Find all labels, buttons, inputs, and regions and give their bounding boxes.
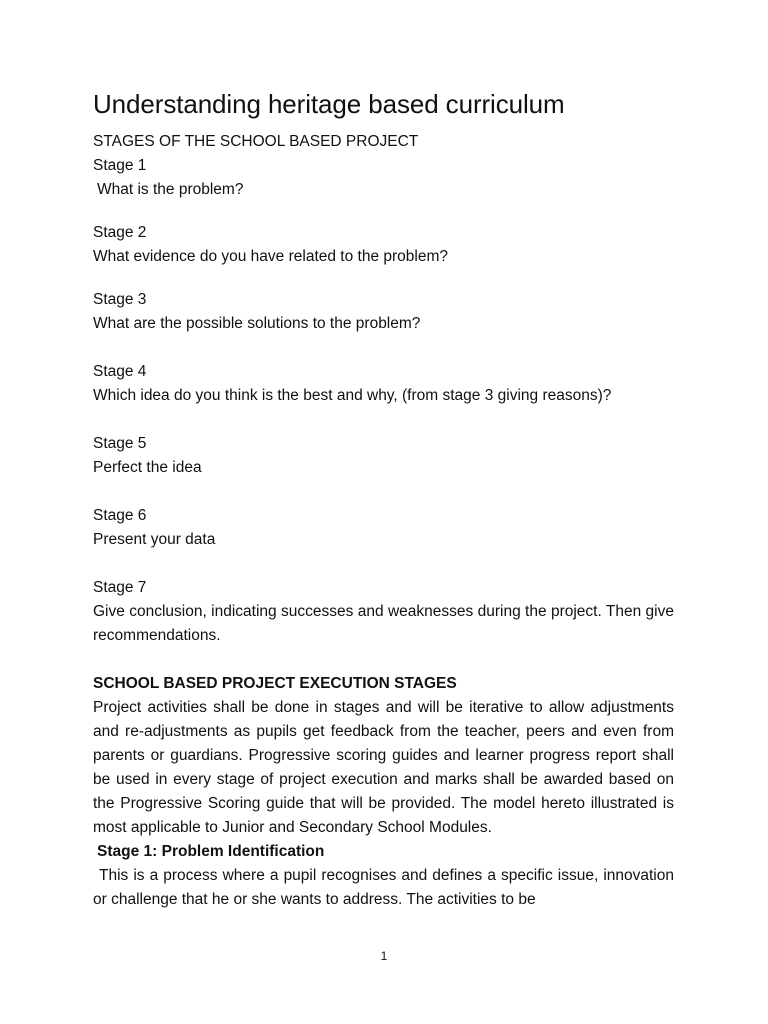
stage-1-paragraph: This is a process where a pupil recognises and defines a specific issue, innovation or challenge that he or she wants to address. The activities to be: [93, 867, 674, 908]
execution-section: [93, 672, 674, 912]
stage-question: What evidence do you have related to the problem?: [93, 248, 449, 265]
stage-2-block: [93, 221, 674, 269]
page-number: 1: [380, 949, 388, 963]
document-page: [93, 86, 674, 912]
execution-paragraph: Project activities shall be done in stages and will be iterative to allow adjustments and re-adjustments as pupils get feedback from the teacher, peers and even from parents or guardians. Progressive scoring guides and learner progress report shall be used in every stage of project execution and marks shall be awarded based on the Progressive Scoring guide that will be provided. The model hereto illustrated is most applicable to Junior and Secondary School Modules.: [93, 699, 674, 836]
document-title: Understanding heritage based curriculum: [93, 89, 565, 119]
stage-question: Present your data: [93, 531, 216, 548]
stage-label: Stage 2: [93, 224, 147, 241]
stage-4-block: [93, 360, 674, 408]
stage-7-block: [93, 576, 674, 648]
stage-label: Stage 6: [93, 507, 147, 524]
stage-question: Which idea do you think is the best and why, (from stage 3 giving reasons)?: [93, 387, 612, 404]
stage-6-block: [93, 504, 674, 552]
stage-label: Stage 1: [93, 157, 147, 174]
execution-heading: SCHOOL BASED PROJECT EXECUTION STAGES: [93, 675, 457, 692]
stage-5-block: [93, 432, 674, 480]
section-heading: STAGES OF THE SCHOOL BASED PROJECT: [93, 133, 419, 150]
stage-question: What is the problem?: [97, 181, 244, 198]
stage-question: Perfect the idea: [93, 459, 202, 476]
stage-label: Stage 5: [93, 435, 147, 452]
stage-1-heading: Stage 1: Problem Identification: [97, 843, 325, 860]
stage-label: Stage 7: [93, 579, 147, 596]
stage-question: Give conclusion, indicating successes and weaknesses during the project. Then give recommendations.: [93, 603, 674, 644]
stage-3-block: [93, 288, 674, 336]
stage-label: Stage 4: [93, 363, 147, 380]
stage-1-block: [93, 154, 674, 202]
stage-question: What are the possible solutions to the problem?: [93, 315, 421, 332]
stage-label: Stage 3: [93, 291, 147, 308]
